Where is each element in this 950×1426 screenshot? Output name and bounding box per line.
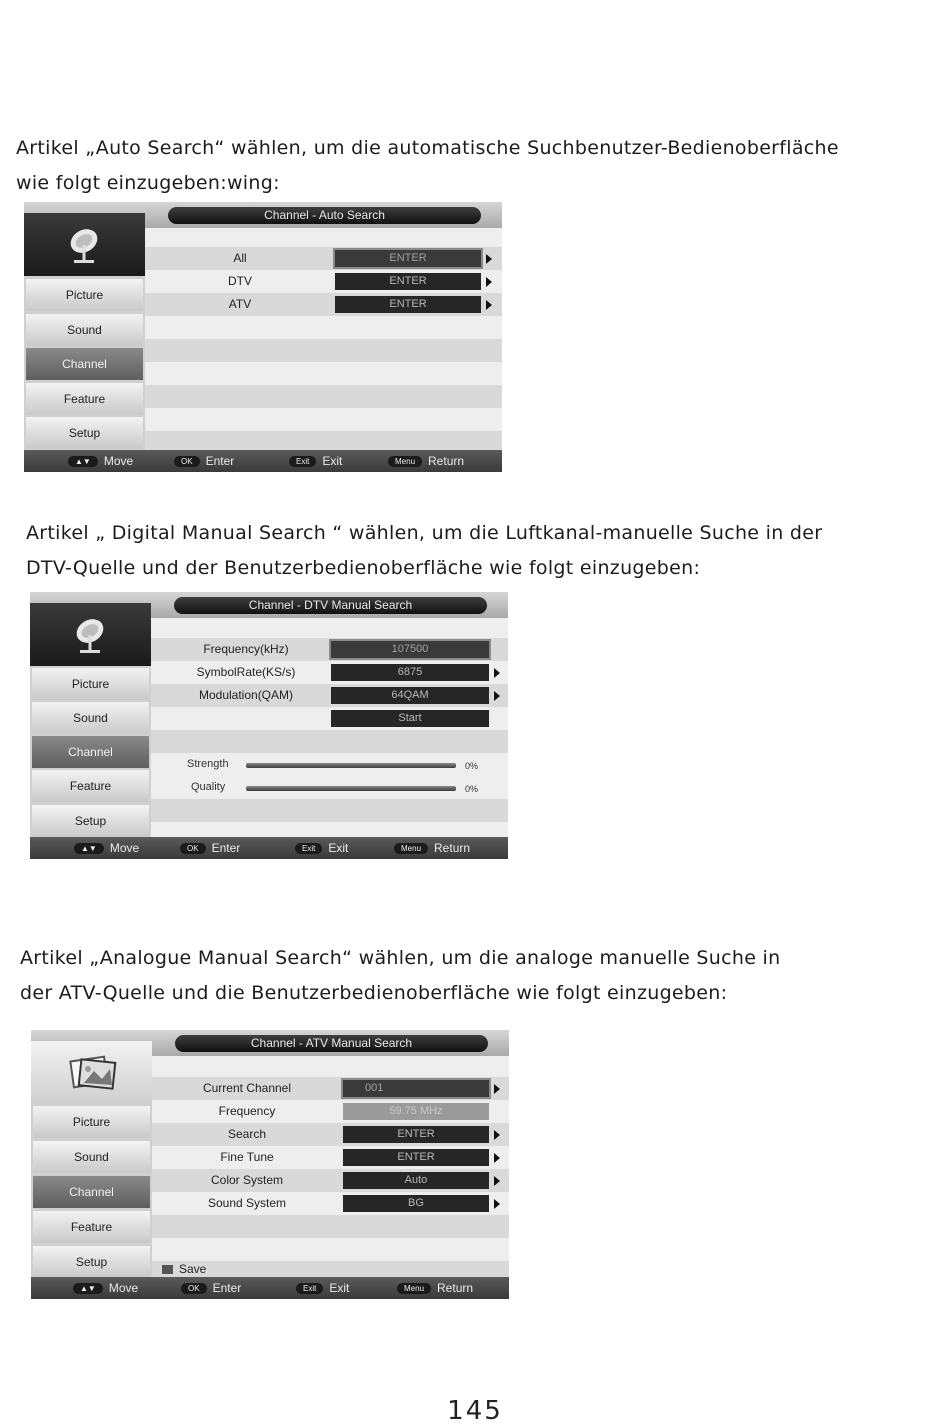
menu-title: Channel - DTV Manual Search [174, 597, 487, 614]
menu-key-icon: Menu [397, 1283, 431, 1294]
menu-row[interactable] [151, 638, 508, 661]
sidebar-item-setup[interactable]: Setup [32, 805, 149, 837]
arrow-right-icon [494, 691, 500, 701]
menu-row[interactable] [151, 707, 508, 730]
exit-key-icon: Exit [295, 843, 322, 854]
color-system-select[interactable]: Auto [343, 1172, 489, 1189]
hint-return [397, 1280, 473, 1296]
sidebar-item-sound[interactable]: Sound [32, 702, 149, 734]
arrow-right-icon [494, 1199, 500, 1209]
exit-key-icon: Exit [296, 1283, 323, 1294]
exit-key-icon: Exit [289, 456, 316, 467]
hint-enter [181, 1280, 241, 1296]
menu-row[interactable] [152, 1192, 509, 1215]
enter-button[interactable]: ENTER [335, 250, 481, 267]
menu-row[interactable] [151, 684, 508, 707]
photo-icon [31, 1041, 152, 1104]
start-button[interactable]: Start [331, 710, 489, 727]
text-line: Artikel „Auto Search“ wählen, um die automatische Suchbenutzer-Bedienoberfläche [16, 137, 839, 159]
menu-row[interactable] [145, 247, 502, 270]
quality-row [151, 776, 508, 799]
row-label: DTV [228, 274, 252, 288]
menu-sidebar [31, 1041, 152, 1277]
hint-exit [289, 453, 342, 469]
hint-move [73, 1280, 138, 1296]
sidebar-item-feature[interactable]: Feature [33, 1211, 150, 1243]
row-label: Search [227, 1127, 267, 1141]
menu-title: Channel - ATV Manual Search [175, 1035, 488, 1052]
hint-exit [296, 1280, 349, 1296]
menu-footer [30, 837, 508, 859]
sidebar-item-picture[interactable]: Picture [33, 1106, 150, 1138]
intro-analogue-manual-search [20, 941, 780, 1011]
sidebar-item-feature[interactable]: Feature [32, 770, 149, 802]
hint-enter [174, 453, 234, 469]
hint-exit [295, 840, 348, 856]
sidebar-item-channel[interactable]: Channel [33, 1176, 150, 1208]
sidebar-item-setup[interactable]: Setup [26, 417, 143, 449]
row-label: All [233, 251, 247, 265]
menu-row [152, 1100, 509, 1123]
hint-return [388, 453, 464, 469]
dtv-manual-search-screen [30, 592, 508, 859]
row-label: Frequency [218, 1104, 276, 1118]
menu-sidebar [30, 603, 151, 837]
hint-label: Enter [205, 454, 235, 468]
hint-move [68, 453, 133, 469]
page-number: 145 [447, 1396, 503, 1426]
arrow-right-icon [494, 1084, 500, 1094]
ok-key-icon: OK [181, 1283, 207, 1294]
quality-bar [246, 786, 456, 791]
hint-label: Exit [322, 454, 343, 468]
arrow-right-icon [486, 277, 492, 287]
hint-label: Return [434, 841, 471, 855]
frequency-field[interactable]: 107500 [331, 641, 489, 658]
save-row[interactable] [152, 1261, 509, 1277]
hint-label: Return [437, 1281, 474, 1295]
ok-key-icon: OK [174, 456, 200, 467]
row-label: Sound System [207, 1196, 287, 1210]
strength-value: 0% [465, 761, 479, 771]
symbol-rate-field[interactable]: 6875 [331, 664, 489, 681]
menu-key-icon: Menu [394, 843, 428, 854]
row-label: Modulation(QAM) [198, 688, 294, 702]
hint-enter [180, 840, 240, 856]
save-icon [162, 1265, 173, 1274]
row-label: Color System [210, 1173, 284, 1187]
enter-button[interactable]: ENTER [335, 296, 481, 313]
menu-title: Channel - Auto Search [168, 207, 481, 224]
menu-footer [24, 450, 502, 472]
hint-label: Return [428, 454, 465, 468]
row-label: Current Channel [202, 1081, 292, 1095]
arrow-right-icon [494, 1153, 500, 1163]
sidebar-item-channel[interactable]: Channel [26, 348, 143, 380]
hint-label: Move [103, 454, 134, 468]
sound-system-select[interactable]: BG [343, 1195, 489, 1212]
menu-footer [31, 1277, 509, 1299]
sidebar-item-channel[interactable]: Channel [32, 736, 149, 768]
move-key-icon: ▲▼ [68, 456, 98, 467]
menu-row[interactable] [152, 1146, 509, 1169]
text-line: Artikel „Analogue Manual Search“ wählen, um die analoge manuelle Suche in [20, 947, 781, 969]
menu-row[interactable] [152, 1169, 509, 1192]
search-button[interactable]: ENTER [343, 1126, 489, 1143]
satellite-dish-icon [30, 603, 151, 666]
hint-move [74, 840, 139, 856]
arrow-right-icon [494, 1130, 500, 1140]
row-label: ATV [228, 297, 252, 311]
sidebar-item-picture[interactable]: Picture [32, 668, 149, 700]
text-line: der ATV-Quelle und die Benutzerbedienoberfläche wie folgt einzugeben: [20, 982, 728, 1004]
hint-label: Enter [212, 1281, 242, 1295]
quality-value: 0% [465, 784, 479, 794]
sidebar-item-setup[interactable]: Setup [33, 1246, 150, 1278]
menu-key-icon: Menu [388, 456, 422, 467]
row-label: Frequency(kHz) [203, 642, 289, 656]
arrow-right-icon [486, 300, 492, 310]
hint-label: Move [108, 1281, 139, 1295]
arrow-right-icon [494, 668, 500, 678]
modulation-select[interactable]: 64QAM [331, 687, 489, 704]
hint-label: Move [109, 841, 140, 855]
quality-label: Quality [191, 781, 226, 793]
fine-tune-button[interactable]: ENTER [343, 1149, 489, 1166]
strength-label: Strength [187, 758, 229, 770]
menu-row[interactable] [152, 1123, 509, 1146]
ok-key-icon: OK [180, 843, 206, 854]
sidebar-item-feature[interactable]: Feature [26, 383, 143, 415]
sidebar-item-sound[interactable]: Sound [26, 314, 143, 346]
save-label-wrap [162, 1261, 206, 1277]
enter-button[interactable]: ENTER [335, 273, 481, 290]
menu-row[interactable] [152, 1077, 509, 1100]
atv-manual-search-screen [31, 1030, 509, 1299]
satellite-dish-icon [24, 213, 145, 276]
row-label: SymbolRate(KS/s) [196, 665, 296, 679]
menu-row[interactable] [145, 293, 502, 316]
sidebar-item-sound[interactable]: Sound [33, 1141, 150, 1173]
frequency-value: 59.75 MHz [343, 1103, 489, 1120]
intro-auto-search [16, 131, 839, 201]
text-line: Artikel „ Digital Manual Search “ wählen, um die Luftkanal-manuelle Suche in der [26, 522, 823, 544]
text-line: wie folgt einzugeben:wing: [16, 172, 280, 194]
menu-row[interactable] [151, 661, 508, 684]
strength-bar [246, 763, 456, 768]
strength-row [151, 753, 508, 776]
auto-search-screen [24, 202, 502, 472]
hint-return [394, 840, 470, 856]
arrow-right-icon [486, 254, 492, 264]
move-key-icon: ▲▼ [73, 1283, 103, 1294]
menu-row[interactable] [145, 270, 502, 293]
row-label: Fine Tune [220, 1150, 274, 1164]
menu-sidebar [24, 213, 145, 450]
arrow-right-icon [494, 1176, 500, 1186]
sidebar-item-picture[interactable]: Picture [26, 279, 143, 311]
intro-digital-manual-search [26, 516, 822, 586]
hint-label: Exit [329, 1281, 350, 1295]
move-key-icon: ▲▼ [74, 843, 104, 854]
text-line: DTV-Quelle und der Benutzerbedienoberfläche wie folgt einzugeben: [26, 557, 701, 579]
hint-label: Exit [328, 841, 349, 855]
current-channel-field[interactable]: 001 [343, 1080, 489, 1097]
hint-label: Enter [211, 841, 241, 855]
save-label: Save [179, 1262, 207, 1276]
